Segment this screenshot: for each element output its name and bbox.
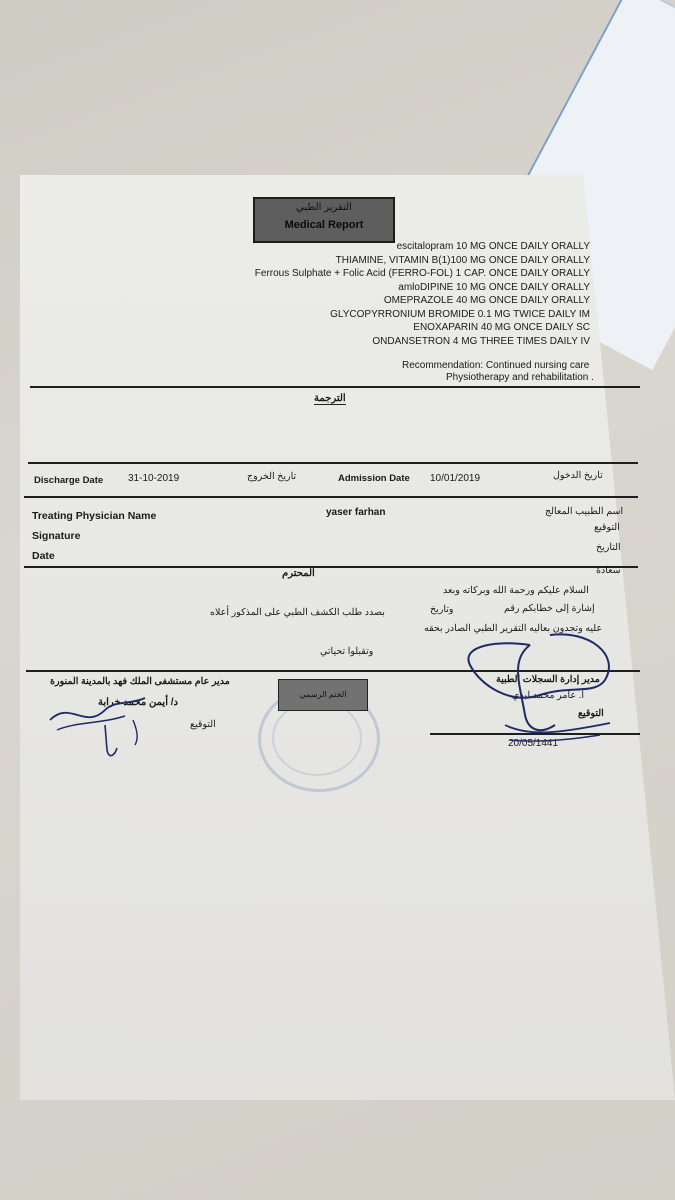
- report-title-arabic: التقرير الطبي: [296, 202, 352, 213]
- report-title-english: Medical Report: [284, 219, 364, 231]
- medication-item: ONDANSETRON 4 MG THREE TIMES DAILY IV: [372, 335, 590, 347]
- records-signature-label: التوقيع: [578, 708, 604, 719]
- recommendation-line-1: Recommendation: Continued nursing care: [402, 360, 590, 371]
- discharge-date-label-ar: تاريخ الخروج: [247, 471, 297, 482]
- divider-line: [24, 566, 638, 568]
- discharge-date-value: 31-10-2019: [128, 473, 180, 484]
- admission-date-label-ar: تاريخ الدخول: [553, 470, 603, 481]
- translation-heading: الترجمة: [314, 393, 346, 404]
- admission-date-label: Admission Date: [338, 473, 410, 484]
- date-label: Date: [32, 550, 55, 562]
- letter-reference-date: وتاريخ: [430, 604, 454, 615]
- medication-item: amloDIPINE 10 MG ONCE DAILY ORALLY: [398, 281, 590, 293]
- medication-item: OMEPRAZOLE 40 MG ONCE DAILY ORALLY: [383, 295, 590, 306]
- physician-name-label: Treating Physician Name: [32, 510, 157, 522]
- date-label-ar: التاريخ: [596, 542, 621, 553]
- medication-item: GLYCOPYRRONIUM BROMIDE 0.1 MG TWICE DAILY IM: [330, 308, 590, 320]
- letter-attached: عليه وتجدون بعاليه التقرير الطبي الصادر بحقه: [424, 623, 603, 634]
- director-title: مدير عام مستشفى الملك فهد بالمدينة المنورة: [50, 676, 230, 687]
- medication-list: [200, 240, 590, 348]
- signature-label: Signature: [32, 530, 81, 542]
- discharge-date-label: Discharge Date: [34, 475, 104, 486]
- signature-label-ar: التوقيع: [594, 522, 620, 533]
- records-director-title: مدير إدارة السجلات الطبية: [496, 674, 600, 685]
- letter-greeting: السلام عليكم ورحمة الله وبركاته وبعد: [443, 585, 589, 596]
- divider-line: [28, 462, 638, 464]
- records-handwritten-signature: [410, 625, 620, 750]
- physician-name-value: yaser farhan: [326, 507, 386, 518]
- letter-addressee: سعادة: [596, 565, 621, 576]
- physician-name-label-ar: اسم الطبيب المعالج: [545, 506, 624, 517]
- official-stamp-box: الختم الرسمي: [278, 679, 368, 711]
- director-signature-label: التوقيع: [190, 719, 216, 730]
- divider-line: [30, 386, 640, 388]
- medication-item: escitalopram 10 MG ONCE DAILY ORALLY: [396, 241, 590, 252]
- hijri-date: 20/05/1441: [508, 738, 559, 749]
- admission-date-value: 10/01/2019: [430, 473, 481, 484]
- divider-line: [24, 496, 638, 498]
- records-director-name: أ. عامر محمد لبدي: [512, 690, 584, 701]
- medication-item: THIAMINE, VITAMIN B(1)100 MG ONCE DAILY ORALLY: [335, 254, 590, 266]
- letter-subject: بصدد طلب الكشف الطبي على المذكور أعلاه: [210, 607, 385, 618]
- director-name: د/ أيمن محمد خرابة: [98, 697, 178, 708]
- report-title-box: [253, 197, 395, 243]
- letter-honorific: المحترم: [282, 568, 315, 579]
- medication-item: Ferrous Sulphate + Folic Acid (FERRO-FOL) 1 CAP. ONCE DAILY ORALLY: [254, 268, 590, 279]
- letter-reference: إشارة إلى خطابكم رقم: [504, 603, 595, 614]
- director-handwritten-signature: [45, 690, 155, 760]
- medication-item: ENOXAPARIN 40 MG ONCE DAILY SC: [413, 322, 590, 333]
- letter-closing: وتقبلوا تحياتي: [320, 646, 374, 657]
- recommendation-line-2: Physiotherapy and rehabilitation .: [446, 372, 594, 383]
